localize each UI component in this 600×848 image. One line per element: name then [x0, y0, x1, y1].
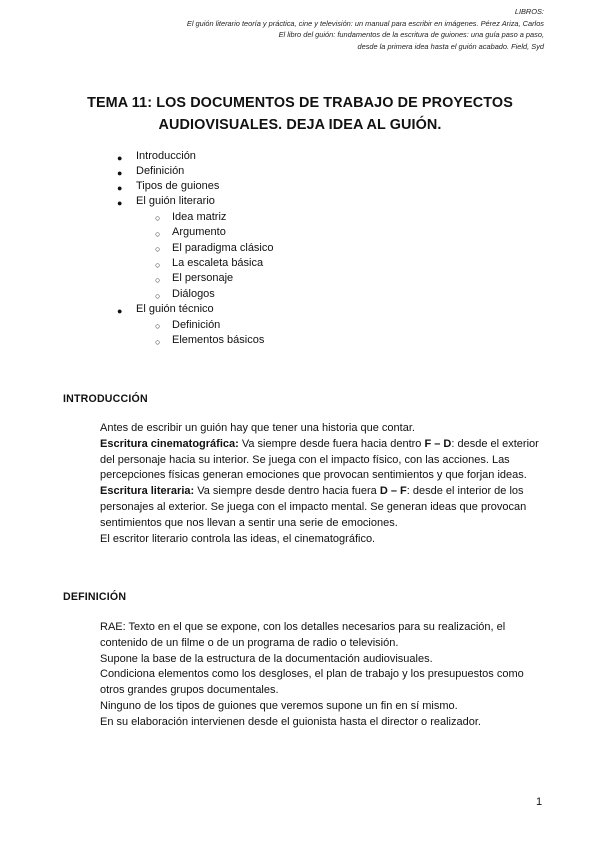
- definicion-body: [100, 620, 540, 731]
- header-line: desde la primera idea hasta el guión acabado. Field, Syd: [357, 41, 544, 51]
- toc-item: Introducción: [136, 150, 196, 162]
- definicion-paragraph: Condiciona elementos como los desgloses, el plan de trabajo y los presupuestos como otros grandes grupos documentales.: [100, 668, 524, 697]
- section-heading-introduccion: INTRODUCCIÓN: [63, 393, 148, 405]
- toc-item: Tipos de guiones: [136, 180, 220, 192]
- page-number: 1: [536, 796, 543, 808]
- header-line: El guión literario teoría y práctica, cine y televisión: un manual para escribir en imágenes. Pérez Ariza, Carlos: [186, 18, 544, 28]
- toc-subitem: Diálogos: [172, 288, 215, 300]
- bullet-hollow-icon: ○: [155, 260, 161, 270]
- cine-label: Escritura cinematográfica:: [100, 437, 239, 450]
- bullet-hollow-icon: ○: [155, 275, 161, 285]
- title-line-1: TEMA 11: LOS DOCUMENTOS DE TRABAJO DE PROYECTOS: [87, 95, 513, 111]
- title-line-2: AUDIOVISUALES. DEJA IDEA AL GUIÓN.: [158, 117, 442, 133]
- bullet-hollow-icon: ○: [155, 244, 161, 254]
- definicion-paragraph: En su elaboración intervienen desde el guionista hasta el director o realizador.: [100, 715, 481, 728]
- toc-subitem: El paradigma clásico: [172, 242, 274, 254]
- bullet-filled-icon: ●: [117, 168, 123, 178]
- toc-subitem: El personaje: [172, 272, 234, 284]
- toc-subitem: La escaleta básica: [172, 257, 264, 269]
- header-line: El libro del guión: fundamentos de la escritura de guiones: una guía paso a paso,: [278, 30, 544, 40]
- toc-subitem: Definición: [172, 319, 221, 331]
- lit-text: Va siempre desde dentro hacia fuera: [194, 485, 380, 498]
- bullet-filled-icon: ●: [117, 306, 123, 316]
- cine-text: : desde el exterior del personaje hacia su interior. Se juega con el impacto físico, con las acciones. Las percepciones físicas generan emociones que provocan sentimientos y que forjan ideas.: [100, 437, 539, 482]
- page-title: [0, 92, 600, 136]
- toc-subitem: Elementos básicos: [172, 334, 265, 346]
- bullet-filled-icon: ●: [117, 153, 123, 163]
- bullet-hollow-icon: ○: [155, 229, 161, 239]
- intro-paragraph: El escritor literario controla las ideas, el cinematográfico.: [100, 532, 376, 545]
- definicion-paragraph: RAE: Texto en el que se expone, con los detalles necesarios para su realización, el contenido de un filme o de un programa de radio o televisión.: [100, 621, 506, 649]
- toc-subitem: Argumento: [172, 226, 226, 238]
- lit-label: Escritura literaria:: [100, 485, 195, 498]
- lit-direction: D – F: [379, 485, 407, 498]
- intro-literaria: [100, 484, 540, 531]
- intro-paragraph: Antes de escribir un guión hay que tener una historia que contar.: [100, 422, 415, 434]
- bullet-filled-icon: ●: [117, 183, 123, 193]
- cine-text: Va siempre desde fuera hacia dentro: [238, 437, 425, 450]
- reference-header: [187, 6, 544, 52]
- cine-direction: F – D: [424, 437, 452, 450]
- toc-subitem: Idea matriz: [172, 211, 227, 223]
- intro-cinematografica: [100, 437, 540, 484]
- bullet-hollow-icon: ○: [155, 337, 161, 347]
- lit-text: : desde el interior de los personajes al exterior. Se juega con el impacto mental. Se generan ideas que provocan sentimientos que nos llevan a sentir una serie de emociones.: [100, 485, 527, 529]
- toc-item: El guión literario: [136, 195, 215, 207]
- bullet-filled-icon: ●: [117, 198, 123, 208]
- bullet-hollow-icon: ○: [155, 213, 161, 223]
- bullet-hollow-icon: ○: [155, 321, 161, 331]
- toc-item: Definición: [136, 165, 185, 177]
- definicion-paragraph: Ninguno de los tipos de guiones que veremos supone un fin en sí mismo.: [100, 699, 458, 712]
- toc-item: El guión técnico: [136, 303, 214, 315]
- section-heading-definicion: DEFINICIÓN: [63, 591, 127, 603]
- definicion-paragraph: Supone la base de la estructura de la documentación audiovisuales.: [100, 652, 433, 665]
- introduccion-body: [100, 421, 540, 547]
- bullet-hollow-icon: ○: [155, 291, 161, 301]
- header-line: LIBROS:: [514, 7, 544, 16]
